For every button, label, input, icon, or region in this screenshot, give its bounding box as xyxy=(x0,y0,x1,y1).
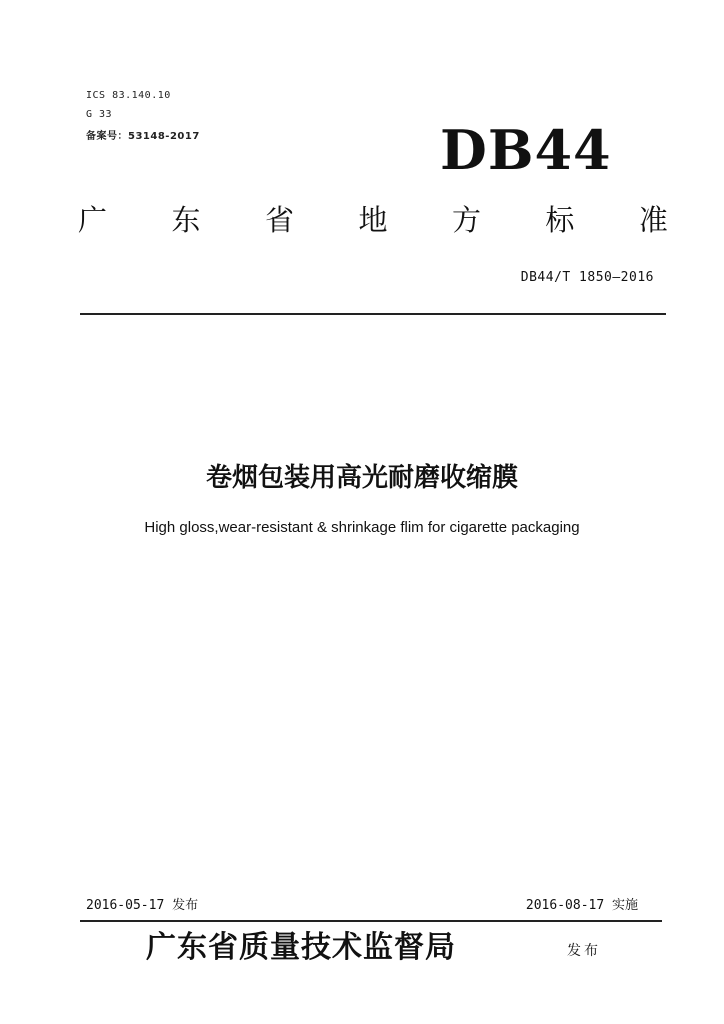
bottom-divider xyxy=(80,920,662,922)
ccs-code: G 33 xyxy=(86,109,113,120)
standard-type-heading xyxy=(78,200,668,240)
standard-type-char: 东 xyxy=(171,203,201,237)
standard-type-char: 标 xyxy=(545,203,575,237)
standard-number: DB44/T 1850—2016 xyxy=(520,270,654,285)
standard-type-char: 省 xyxy=(264,203,294,237)
standard-type-char: 方 xyxy=(451,203,481,237)
ics-code: ICS 83.140.10 xyxy=(86,90,171,101)
issuing-authority: 广东省质量技术监督局 xyxy=(146,930,456,965)
standard-code-heading: DB44 xyxy=(440,118,612,182)
top-divider xyxy=(80,313,666,315)
standard-type-char: 地 xyxy=(358,203,388,237)
implement-date: 2016-08-17 实施 xyxy=(525,898,638,913)
publish-date: 2016-05-17 发布 xyxy=(86,898,199,913)
standard-type-char: 广 xyxy=(78,203,108,237)
document-title-english: High gloss,wear-resistant & shrinkage flim for cigarette packaging xyxy=(144,519,580,536)
record-number: 备案号：53148-2017 xyxy=(86,131,200,142)
issuer-suffix: 发布 xyxy=(567,943,601,959)
standard-type-char: 准 xyxy=(638,203,668,237)
document-title-chinese: 卷烟包装用高光耐磨收缩膜 xyxy=(205,463,518,493)
